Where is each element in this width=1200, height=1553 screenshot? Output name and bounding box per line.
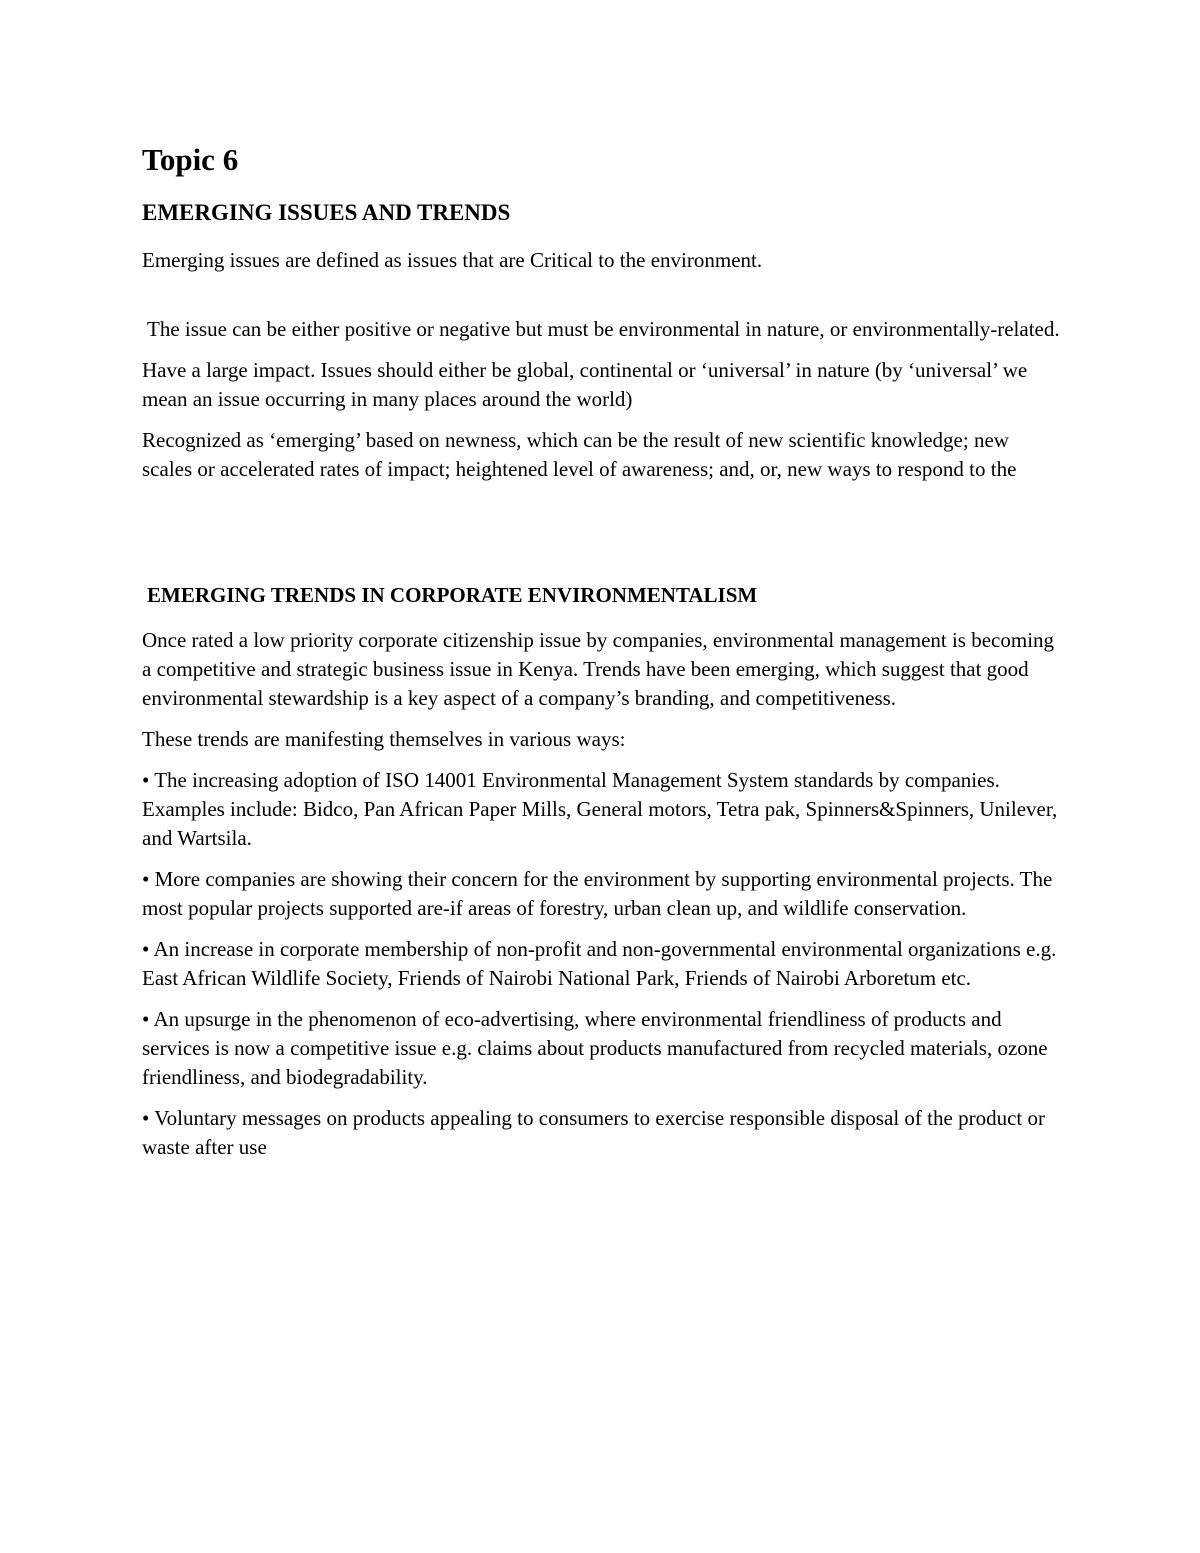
paragraph-nature: The issue can be either positive or negative but must be environmental in nature, or environmentally-related. — [147, 317, 1060, 341]
bullet-item-projects: • More companies are showing their concern for the environment by supporting environmental projects. The most popular projects supported are-if areas of forestry, urban clean up, and wildlife conservation. — [142, 867, 1053, 920]
paragraph-impact: Have a large impact. Issues should either be global, continental or ‘universal’ in nature (by ‘universal’ we mean an issue occurring in many places around the world) — [142, 358, 1028, 411]
section-heading-corporate-environmentalism: EMERGING TRENDS IN CORPORATE ENVIRONMENTALISM — [147, 583, 758, 607]
topic-title: Topic 6 — [142, 142, 239, 177]
section-heading-emerging-issues: EMERGING ISSUES AND TRENDS — [142, 200, 511, 225]
paragraph-intro: Once rated a low priority corporate citizenship issue by companies, environmental management is becoming a competitive and strategic business issue in Kenya. Trends have been emerging, which suggest that good environmental stewardship is a key aspect of a company’s branding, and competitiveness. — [142, 628, 1055, 710]
paragraph-manifest: These trends are manifesting themselves in various ways: — [142, 727, 626, 751]
bullet-item-membership: • An increase in corporate membership of non-profit and non-governmental environmental organizations e.g. East African Wildlife Society, Friends of Nairobi National Park, Friends of Nairobi Arboretum etc. — [142, 937, 1057, 990]
bullet-item-iso: • The increasing adoption of ISO 14001 Environmental Management System standards by companies. Examples include: Bidco, Pan African Paper Mills, General motors, Tetra pak, Spinners&Spinners, Unilever, and Wartsila. — [142, 768, 1058, 850]
bullet-item-voluntary-messages: • Voluntary messages on products appealing to consumers to exercise responsible disposal of the product or waste after use — [142, 1106, 1045, 1159]
document-body — [142, 140, 1062, 1162]
bullet-item-eco-advertising: • An upsurge in the phenomenon of eco-advertising, where environmental friendliness of products and services is now a competitive issue e.g. claims about products manufactured from recycled materials, ozone friendliness, and biodegradability. — [142, 1007, 1048, 1089]
section-spacer — [142, 484, 1062, 580]
paragraph-recognized: Recognized as ‘emerging’ based on newness, which can be the result of new scientific knowledge; new scales or accelerated rates of impact; heightened level of awareness; and, or, new ways to respond to the — [142, 428, 1017, 481]
paragraph-definition: Emerging issues are defined as issues that are Critical to the environment. — [142, 248, 763, 272]
